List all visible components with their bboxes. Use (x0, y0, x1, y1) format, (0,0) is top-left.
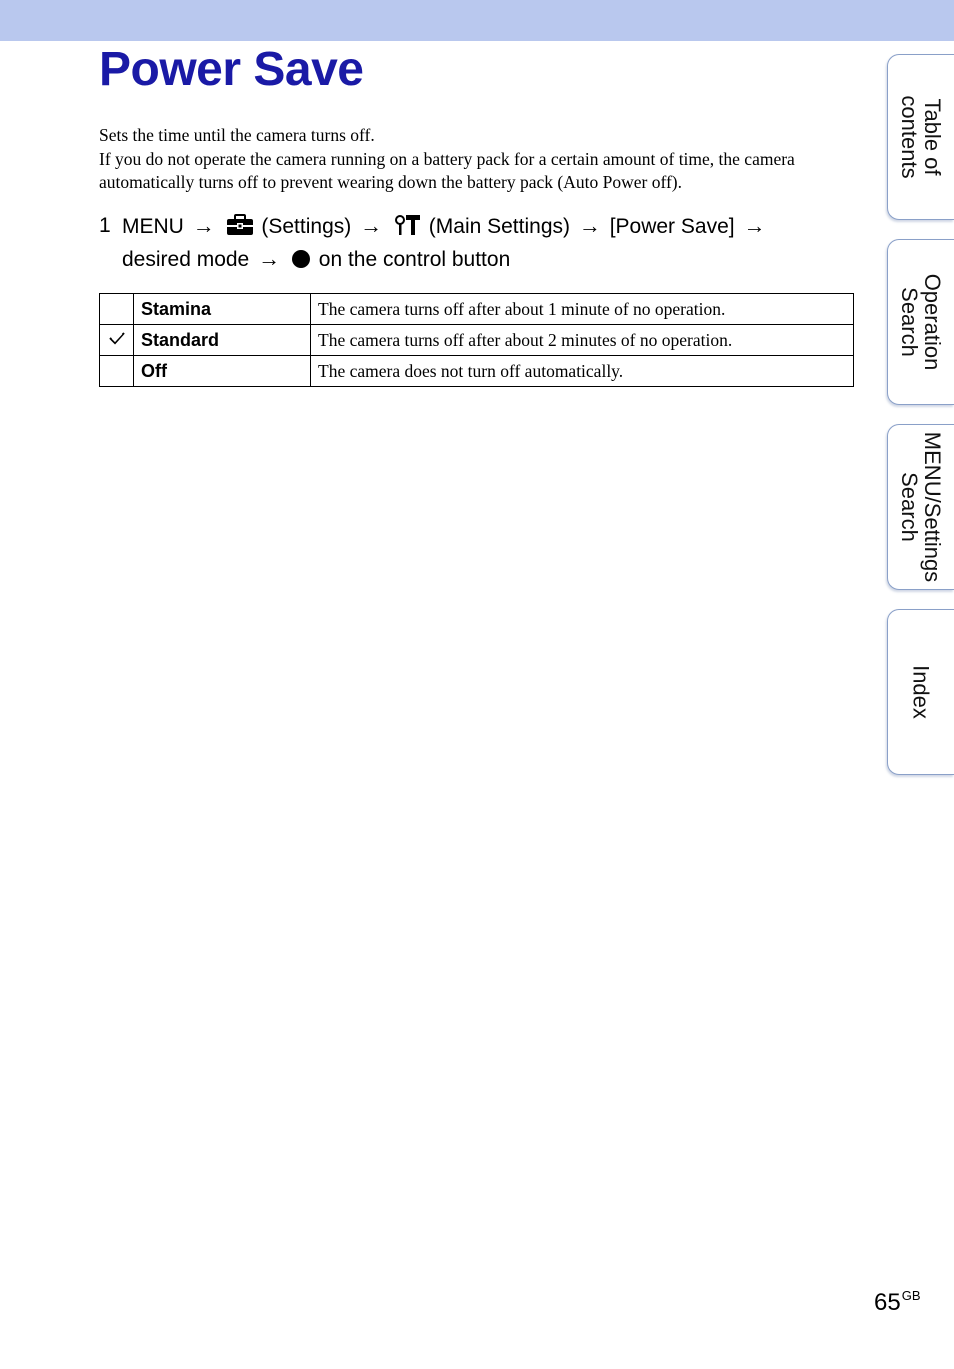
intro-line-1: Sets the time until the camera turns off. (99, 125, 375, 145)
table-row (100, 294, 854, 325)
tab-label: Operation Search (897, 273, 945, 371)
step-instructions (122, 211, 829, 277)
arrow: → (192, 213, 215, 238)
default-marker-cell (100, 356, 134, 387)
tab-menu-settings-search[interactable] (887, 424, 954, 590)
default-marker-cell (100, 325, 134, 356)
tab-label: MENU/Settings Search (897, 431, 945, 583)
toolbox-icon (226, 214, 254, 244)
mode-name: Standard (134, 325, 311, 356)
arrow: → (258, 246, 281, 271)
mode-description: The camera turns off after about 2 minutes of no operation. (311, 325, 854, 356)
table-row (100, 325, 854, 356)
table-row (100, 356, 854, 387)
step-number: 1 (99, 214, 111, 237)
header-band (0, 0, 954, 41)
tab-index[interactable] (887, 609, 954, 775)
mode-description: The camera does not turn off automatically. (311, 356, 854, 387)
step-1 (99, 211, 829, 277)
main-settings-label: (Main Settings) (428, 215, 570, 238)
menu-label: MENU (122, 215, 184, 238)
mode-name: Off (134, 356, 311, 387)
page-number (874, 1288, 921, 1317)
power-save-label: [Power Save] (609, 215, 735, 238)
circle-icon (291, 248, 311, 277)
tab-label: Table of contents (897, 95, 945, 179)
desired-mode-label: desired mode (122, 248, 250, 271)
intro-text (99, 124, 839, 195)
settings-label: (Settings) (261, 215, 352, 238)
arrow: → (360, 213, 383, 238)
page-number-value: 65 (874, 1289, 901, 1316)
tab-label: Index (908, 665, 934, 719)
main-settings-icon (393, 214, 421, 244)
page-number-suffix: GB (901, 1288, 921, 1303)
arrow: → (743, 213, 766, 238)
arrow: → (578, 213, 601, 238)
checkmark-icon (108, 333, 126, 350)
tab-table-of-contents[interactable] (887, 54, 954, 220)
tab-operation-search[interactable] (887, 239, 954, 405)
default-marker-cell (100, 294, 134, 325)
control-button-label: on the control button (318, 248, 511, 271)
mode-description: The camera turns off after about 1 minute of no operation. (311, 294, 854, 325)
page-title: Power Save (99, 43, 364, 96)
intro-line-2: If you do not operate the camera running on a battery pack for a certain amount of time, the camera automatically turns off to prevent wearing down the battery pack (Auto Power off). (99, 148, 795, 192)
mode-name: Stamina (134, 294, 311, 325)
power-save-table (99, 293, 854, 387)
